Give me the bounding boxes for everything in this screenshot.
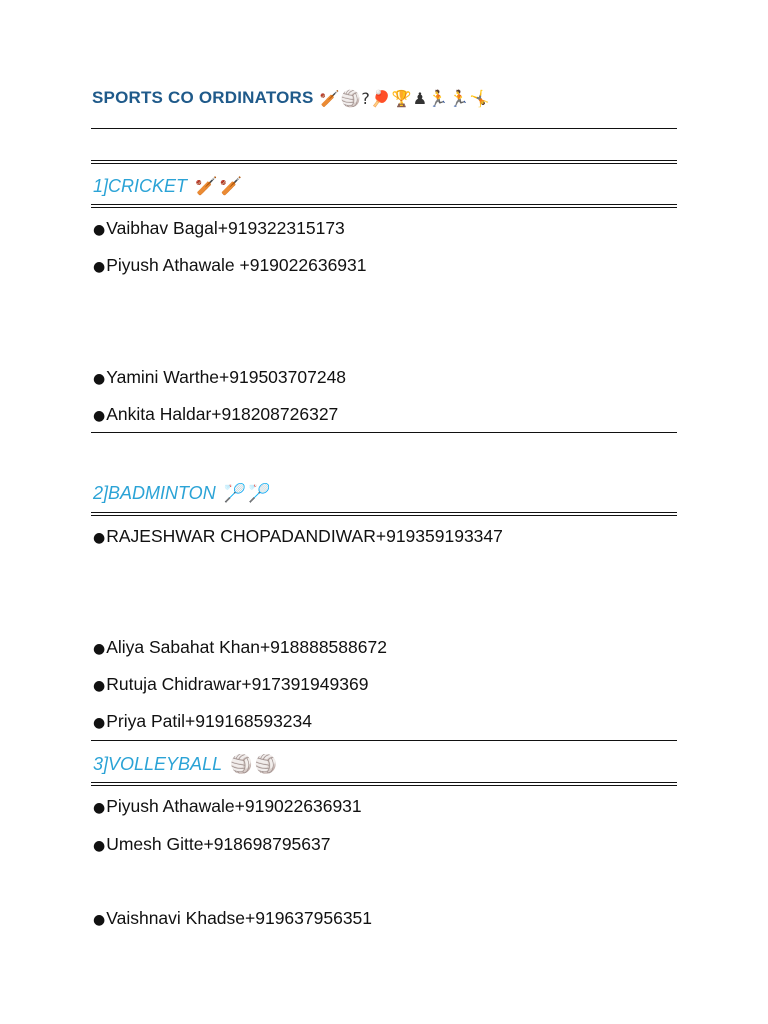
coordinator-entry: RAJESHWAR CHOPADANDIWAR+919359193347	[106, 526, 503, 546]
divider	[91, 204, 677, 208]
bullet-icon: ●	[93, 838, 106, 854]
bullet-icon: ●	[93, 800, 106, 816]
section-heading-volleyball	[93, 754, 279, 775]
bullet-icon: ●	[93, 222, 106, 238]
list-item	[93, 796, 362, 817]
list-item	[93, 404, 338, 425]
coordinator-entry: Yamini Warthe+919503707248	[106, 367, 347, 387]
coordinator-entry: Vaibhav Bagal+919322315173	[106, 218, 345, 238]
list-item	[93, 218, 345, 239]
coordinator-entry: Rutuja Chidrawar+917391949369	[106, 674, 369, 694]
bullet-icon: ●	[93, 371, 106, 387]
list-item	[93, 711, 312, 732]
coordinator-entry: Piyush Athawale+919022636931	[106, 796, 362, 816]
list-item	[93, 255, 367, 276]
list-item	[93, 674, 368, 695]
divider	[91, 160, 677, 164]
page-title-text: SPORTS CO ORDINATORS	[92, 88, 314, 107]
bullet-icon: ●	[93, 408, 106, 424]
coordinator-entry: Ankita Haldar+918208726327	[106, 404, 339, 424]
list-item	[93, 834, 330, 855]
divider	[91, 782, 677, 786]
bullet-icon: ●	[93, 641, 106, 657]
coordinator-entry: Vaishnavi Khadse+919637956351	[106, 908, 373, 928]
bullet-icon: ●	[93, 530, 106, 546]
section-heading-text: 3]VOLLEYBALL	[93, 754, 223, 774]
bullet-icon: ●	[93, 259, 106, 275]
coordinator-entry: Umesh Gitte+918698795637	[106, 834, 331, 854]
section-heading-text: 1]CRICKET	[93, 176, 188, 196]
list-item	[93, 367, 346, 388]
divider	[91, 128, 677, 129]
section-heading-text: 2]BADMINTON	[93, 483, 216, 503]
section-heading-cricket	[93, 176, 244, 197]
divider	[91, 432, 677, 433]
coordinator-entry: Priya Patil+919168593234	[106, 711, 313, 731]
badminton-icon: 🏸🏸	[223, 483, 273, 504]
bullet-icon: ●	[93, 912, 106, 928]
sports-emoji-icons: 🏏🏐?🏓🏆♟🏃🏃🤸	[319, 88, 491, 108]
list-item	[93, 908, 372, 929]
page-title	[92, 88, 491, 108]
divider	[91, 740, 677, 741]
divider	[91, 512, 677, 516]
list-item	[93, 637, 387, 658]
section-heading-badminton	[93, 483, 273, 504]
coordinator-entry: Piyush Athawale +919022636931	[106, 255, 367, 275]
bullet-icon: ●	[93, 678, 106, 694]
coordinator-entry: Aliya Sabahat Khan+918888588672	[106, 637, 387, 657]
volleyball-icon: 🏐🏐	[230, 754, 279, 775]
list-item	[93, 526, 503, 547]
bullet-icon: ●	[93, 715, 106, 731]
cricket-icon: 🏏🏏	[195, 176, 244, 197]
